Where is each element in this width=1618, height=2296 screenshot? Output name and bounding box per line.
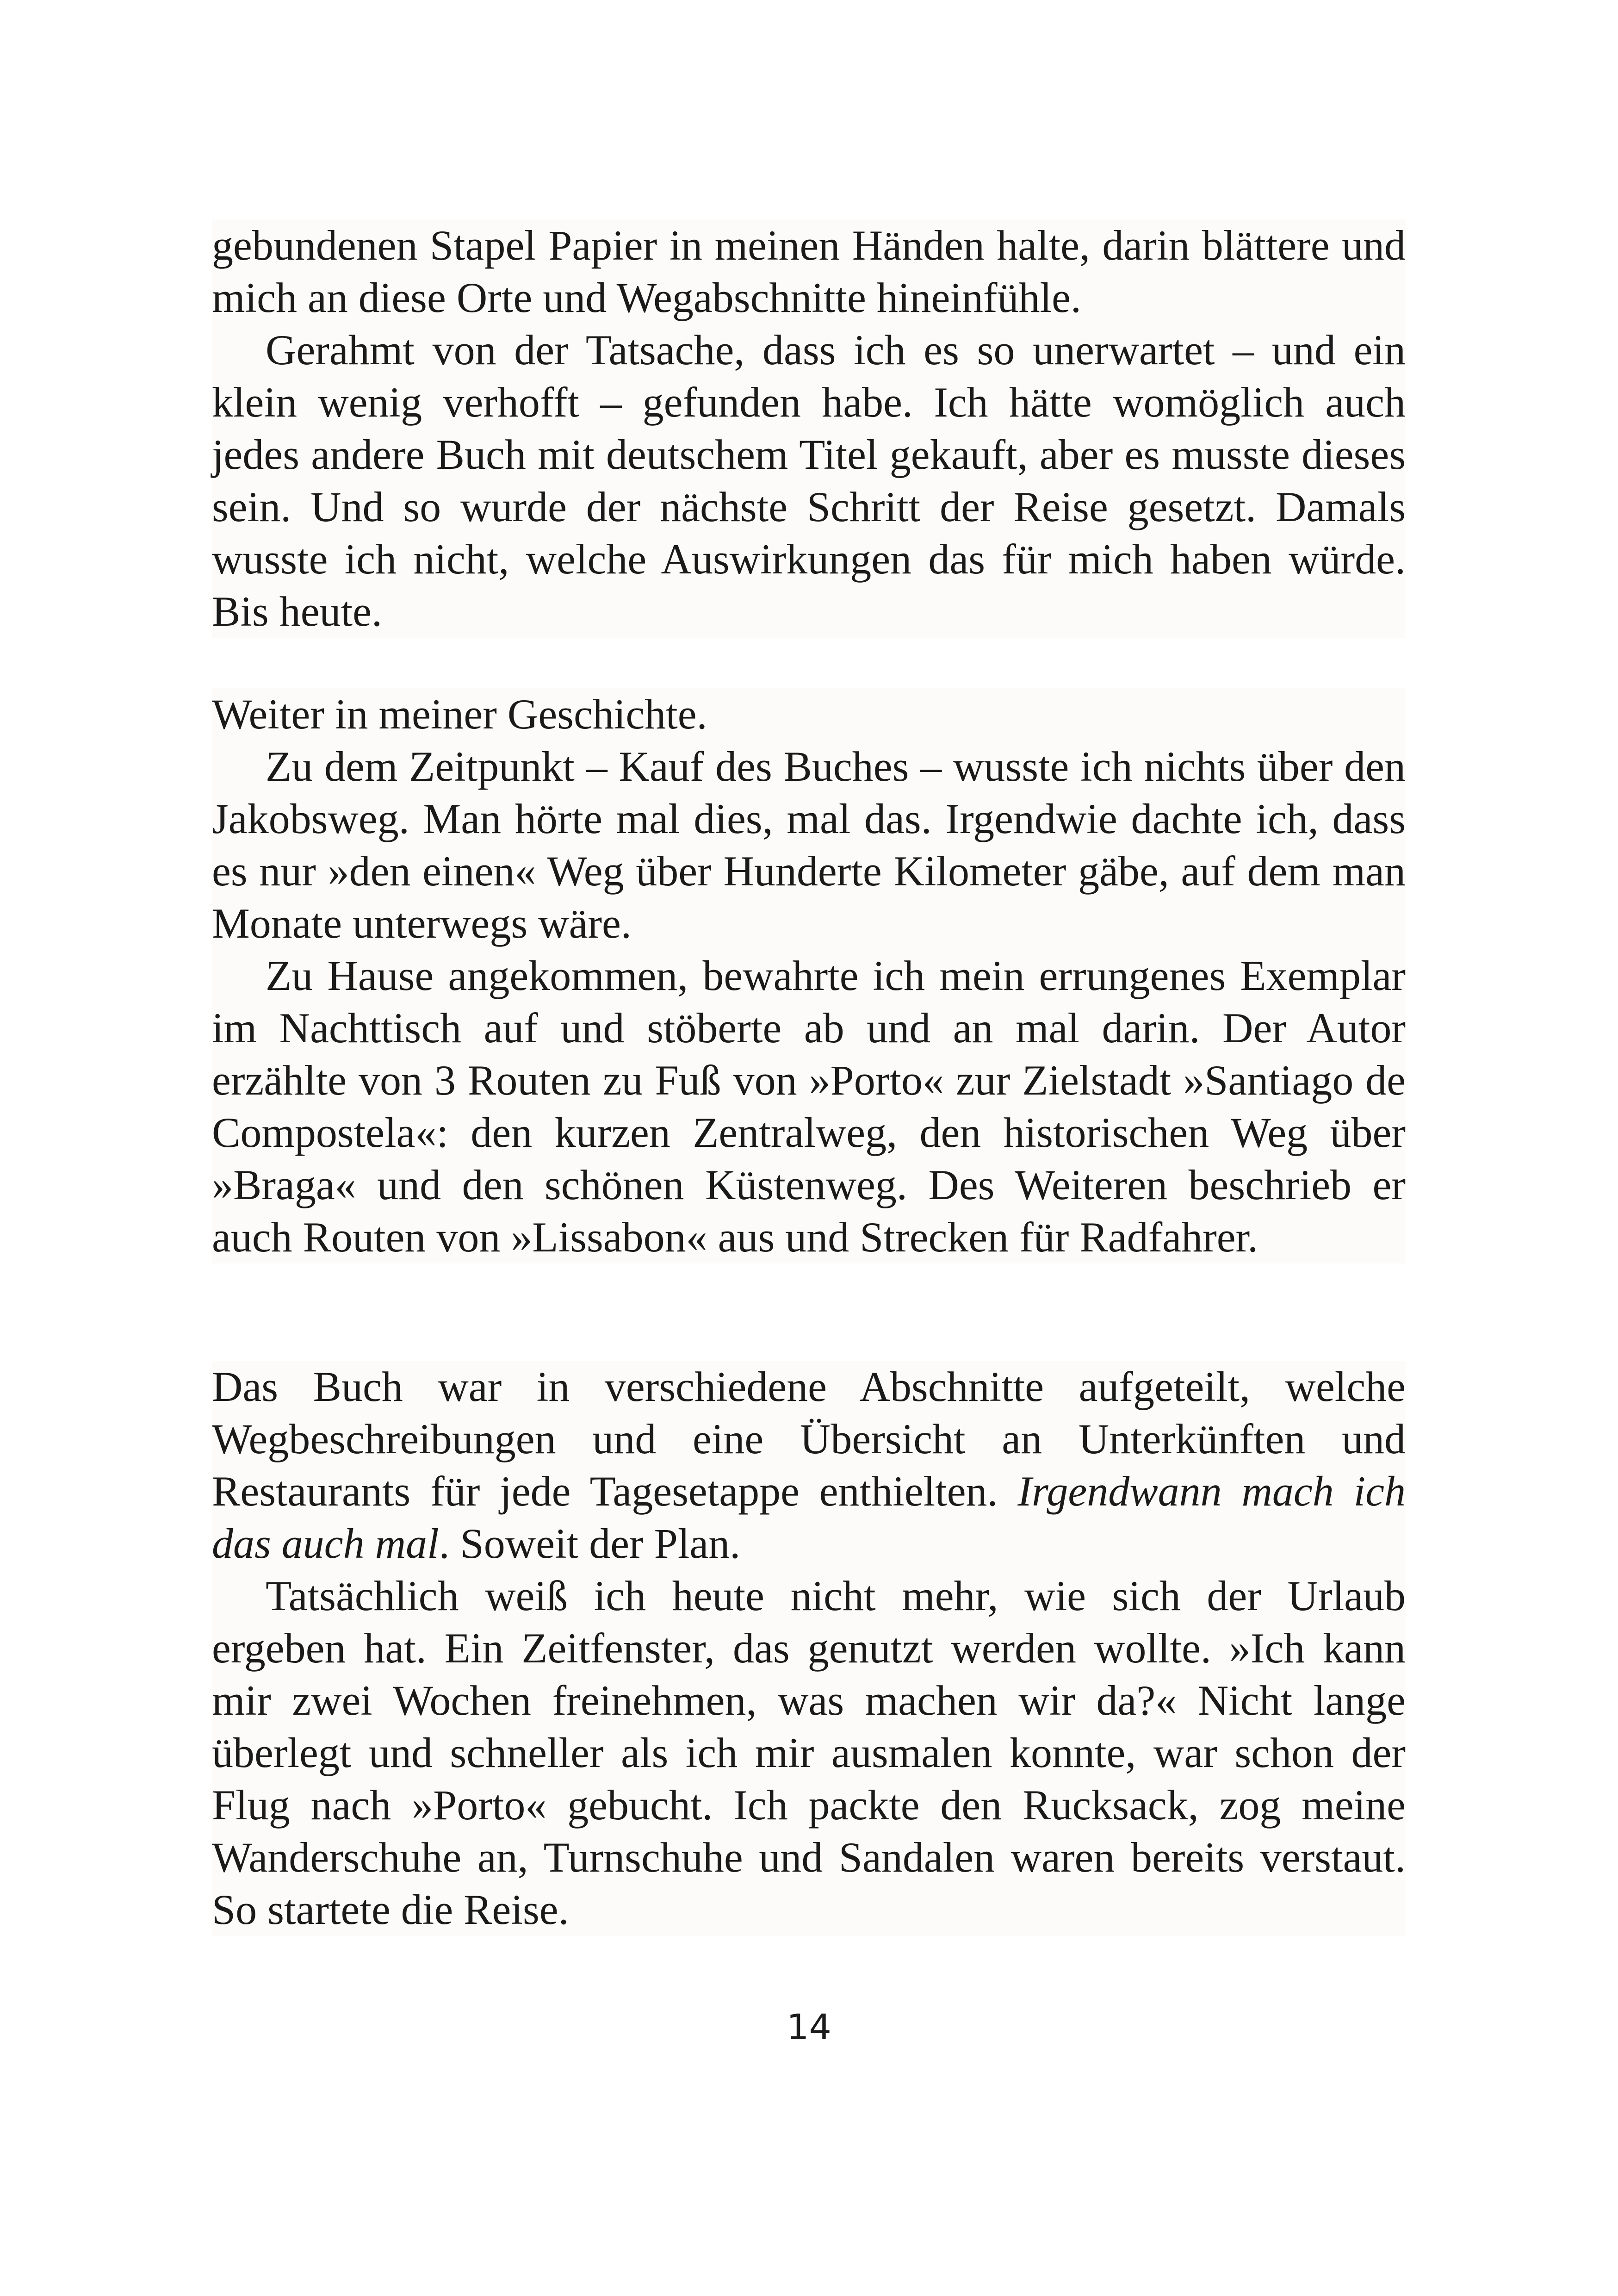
paragraph: Weiter in meiner Geschichte. bbox=[212, 691, 707, 738]
paragraph-text: Das Buch war in verschiedene Abschnitte aufgeteilt, welche Wegbeschreibungen und eine Übersicht an Unterkünften und Restaurants für jede Tagesetappe enthielten. bbox=[212, 1363, 1406, 1515]
page-number: 14 bbox=[787, 2006, 831, 2047]
paragraph: Zu Hause angekommen, bewahrte ich mein errungenes Exemplar im Nachttisch auf und stöberte ab und an mal darin. Der Autor erzählte von 3 Routen zu Fuß von »Porto« zur Zielstadt »Santiago de Compostela«: den kurzen Zentralweg, den historischen Weg über »Braga« und den schönen Küstenweg. Des Weiteren beschrieb er auch Routen von »Lissabon« aus und Strecken für Radfahrer. bbox=[212, 952, 1406, 1261]
text-block-1 bbox=[212, 219, 1406, 638]
paragraph bbox=[212, 1361, 1406, 1570]
paragraph: Tatsächlich weiß ich heute nicht mehr, wie sich der Urlaub ergeben hat. Ein Zeitfenster, das genutzt werden wollte. »Ich kann mir zwei Wochen freinehmen, was machen wir da?« Nicht lange überlegt und schneller als ich mir ausmalen konnte, war schon der Flug nach »Porto« gebucht. Ich packte den Rucksack, zog meine Wanderschuhe an, Turnschuhe und Sandalen waren bereits verstaut. So startete die Reise. bbox=[212, 1572, 1406, 1933]
paragraph-text: . Soweit der Plan. bbox=[439, 1520, 741, 1567]
italic-thought: Irgendwann mach ich das auch mal bbox=[212, 1468, 1406, 1567]
paragraph-continuation: gebundenen Stapel Papier in meinen Händen halte, darin blättere und mich an diese Orte und Wegabschnitte hineinfühle. bbox=[212, 222, 1406, 321]
text-block-2 bbox=[212, 688, 1406, 1263]
paragraph: Gerahmt von der Tatsache, dass ich es so unerwartet – und ein klein wenig verhofft – gefunden habe. Ich hätte womöglich auch jedes andere Buch mit deutschem Titel gekauft, aber es musste dieses sein. Und so wurde der nächste Schritt der Reise gesetzt. Damals wusste ich nicht, welche Auswirkungen das für mich haben würde. Bis heute. bbox=[212, 326, 1406, 635]
paragraph: Zu dem Zeitpunkt – Kauf des Buches – wusste ich nichts über den Jakobsweg. Man hörte mal dies, mal das. Irgendwie dachte ich, dass es nur »den einen« Weg über Hunderte Kilometer gäbe, auf dem man Monate unterwegs wäre. bbox=[212, 743, 1406, 947]
text-block-3 bbox=[212, 1361, 1406, 1936]
